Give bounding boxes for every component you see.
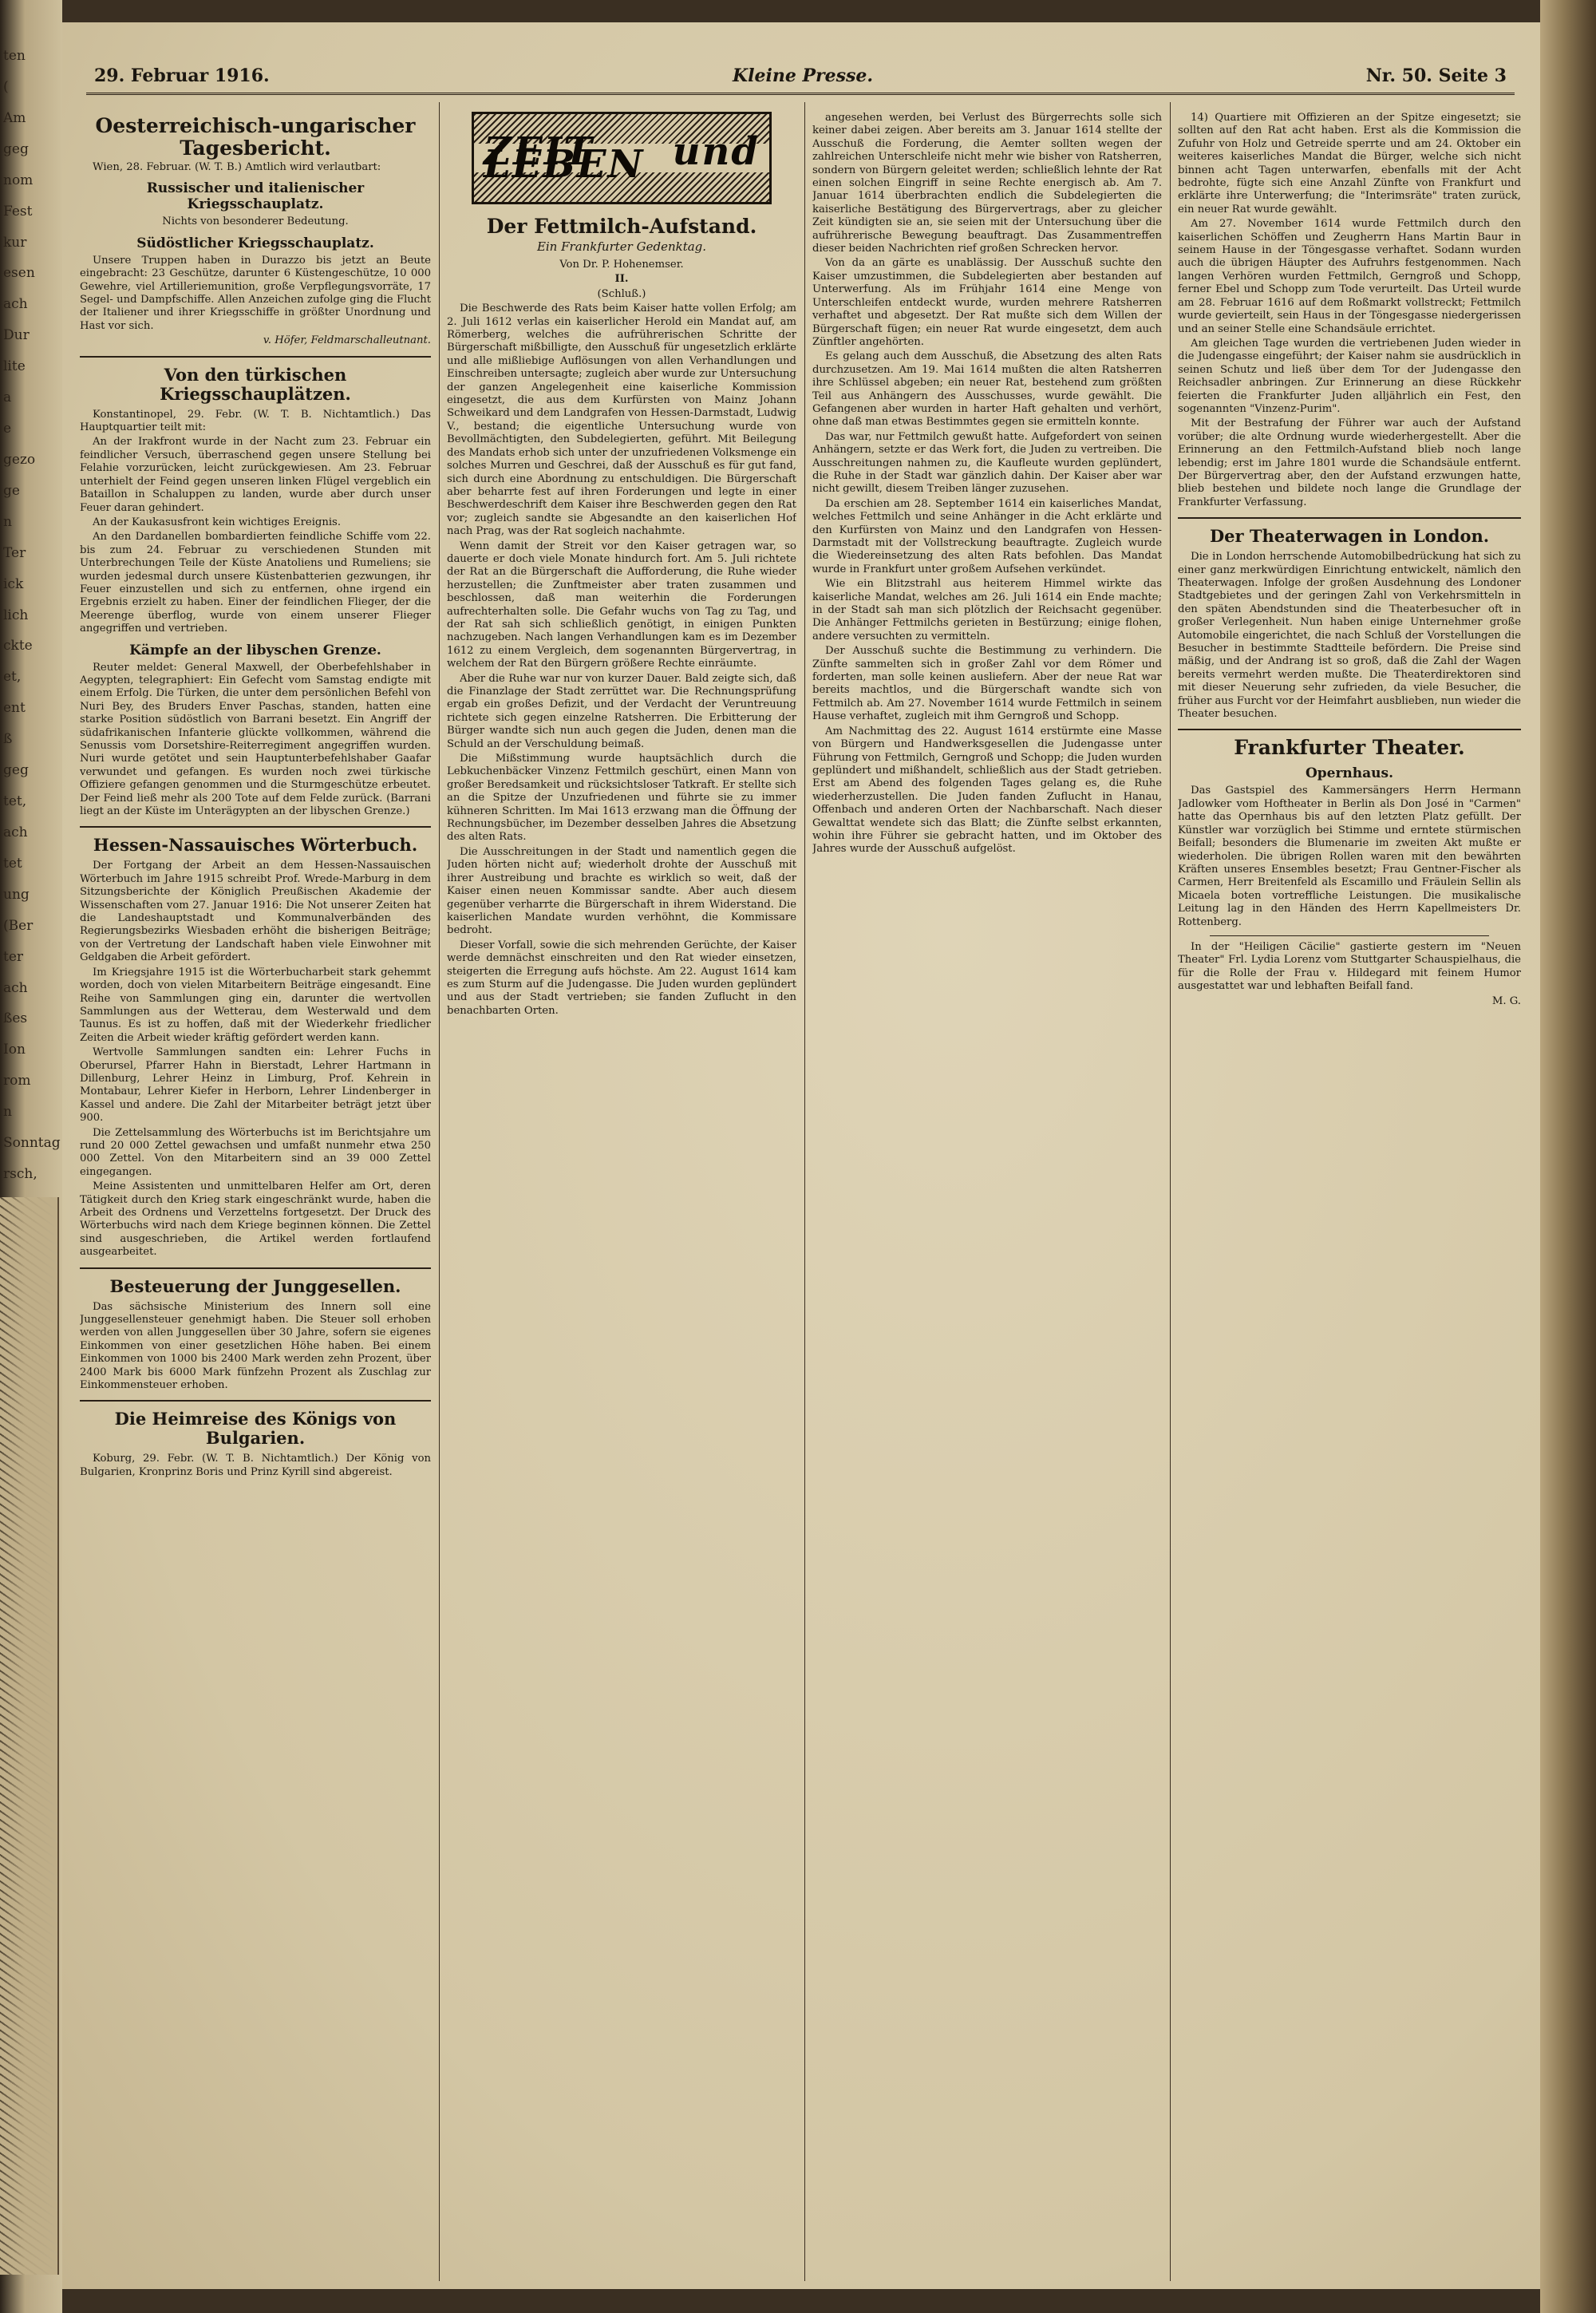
article-text: Der Fortgang der Arbeit an dem Hessen-Nassauischen Wörterbuch im Jahre 1915 schreibt Prof. Wrede-Marburg in dem Sitzungsberichte der Königlich Preußischen Akademie der Wissenschaften vom 27. Januar 1916: Die Not unserer Zeiten hat die Landeshauptstadt und Kommunalverbänden des Regierungsbezirks Wiesbaden erhöht die bisherigen Beiträge; von der Vertretung der Landschaft haben viele Einwohner mit Geldgaben die Arbeit gefördert. — [80, 860, 431, 964]
divider — [80, 826, 431, 828]
article-text: Das Gastspiel des Kammersängers Herrn Hermann Jadlowker vom Hoftheater in Berlin als Don José in "Carmen" hatte das Opernhaus bis auf den letzten Platz gefüllt. Der Künstler war vorzüglich bei Stimme und erntete stürmischen Beifall; besonders die Blumenarie im zweiten Akt mußte er wiederholen. Die übrigen Rollen waren mit den bewährten Kräften unseres Ensembles besetzt; Frau Gentner-Fischer als Carmen, Herr Breitenfeld als Escamillo und Fräulein Sellin als Micaela boten vortreffliche Leistungen. Die musikalische Leitung lag in den Händen des Herrn Kapellmeisters Dr. Rottenberg. — [1178, 785, 1521, 928]
divider — [1178, 517, 1521, 519]
article-text: In der "Heiligen Cäcilie" gastierte gestern im "Neuen Theater" Frl. Lydia Lorenz vom Stuttgarter Schauspielhaus, die für die Rolle der Frau v. Hildegard mit feinem Humor ausgestattet war und lebhaften Beifall fand. — [1178, 940, 1521, 993]
binding-text-fragment: ach — [3, 296, 28, 313]
newspaper-page — [62, 22, 1540, 2289]
heading-bulgarien: Die Heimreise des Königs von Bulgarien. — [114, 1409, 397, 1449]
binding-text-fragment: tet — [3, 855, 22, 872]
binding-text-fragment: tet, — [3, 793, 27, 810]
article-text: An der Kaukasusfront kein wichtiges Ereignis. — [93, 516, 342, 528]
binding-text-fragment: (Ber — [3, 917, 34, 934]
divider — [80, 1267, 431, 1269]
article-text: Unsere Truppen haben in Durazzo bis jetzt an Beute eingebracht: 23 Geschütze, darunter 6 Küstengeschütze, 10 000 Gewehre, viel Artilleriemunition, große Verpflegungsvorräte, 17 Segel- und Dampfschiffe. Allen Anzeichen zufolge ging die Flucht der Italiener und ihrer Kriegsschiffe in größter Unordnung und Hast vor sich. — [80, 254, 431, 332]
article-text: Die Zettelsammlung des Wörterbuchs ist im Berichtsjahre um rund 20 000 Zettel gewachsen und umfaßt nunmehr etwa 250 000 Zettel. Von den Mitarbeitern sind an 39 000 Zettel eingegangen. — [80, 1126, 431, 1178]
article-text: Aber die Ruhe war nur von kurzer Dauer. Bald zeigte sich, daß die Finanzlage der Stadt zerrüttet war. Die Rechnungsprüfung ergab ein großes Defizit, und der Verdacht der Veruntreuung richtete sich gegen einzelne Ratsherren. Die Erbitterung der Bürger wandte sich nun auch gegen die Juden, denen man die Schuld an der Verschuldung beimaß. — [447, 672, 796, 750]
heading-opernhaus: Opernhaus. — [1305, 765, 1394, 782]
author: Von Dr. P. Hohenemser. — [559, 259, 684, 271]
article-text: Konstantinopel, 29. Febr. (W. T. B. Nichtamtlich.) Das Hauptquartier teilt mit: — [80, 408, 431, 434]
binding-text-fragment: Ion — [3, 1042, 26, 1058]
heading-suedoestlicher: Südöstlicher Kriegsschauplatz. — [136, 235, 374, 251]
article-text: Dieser Vorfall, sowie die sich mehrenden Gerüchte, der Kaiser werde demnächst einschreiten und den Rat wieder einsetzen, steigerten die Erregung aufs höchste. Am 22. August 1614 kam es zum Sturm auf die Judengasse. Die Juden wurden geplündert und aus der Stadt vertrieben; sie fanden Zuflucht in den benachbarten Orten. — [447, 939, 796, 1017]
binding-text-fragment: ent — [3, 700, 26, 717]
column-4 — [1178, 112, 1521, 2267]
article-text: angesehen werden, bei Verlust des Bürgerrechts solle sich keiner dabei zeigen. Aber bereits am 3. Januar 1614 stellte der Ausschuß die Forderung, die Aemter sollten wegen der zahlreichen Unterschleife nicht mehr wie bisher von Ratsherren, sondern von Bürgern geleitet werden; schließlich lehnte der Rat einen solchen Eingriff in seine Rechte energisch ab. Am 7. Januar 1614 überbrachten endlich die Subdelegierten die kaiserliche Bestätigung des Bürgervertrags, aber zu gleicher Zeit kündigten sie an, sie seien mit der Untersuchung über die aufrührerische Bewegung beauftragt. Das Zusammentreffen dieser beiden Nachrichten rief großen Schrecken hervor. — [812, 112, 1162, 255]
binding-text-fragment: ter — [3, 948, 24, 965]
article-text: Am 27. November 1614 wurde Fettmilch durch den kaiserlichen Schöffen und Zeugherrn Hans Martin Baur in seinem Hause in der Töngesgasse verhaftet. Sodann wurden auch die übrigen Häupter des Aufruhrs festgenommen. Nach langen Verhören wurden Fettmilch, Gerngroß und Schopp, ferner Ebel und Schopp zum Tode verurteilt. Das Urteil wurde am 28. Februar 1616 auf dem Roßmarkt vollstreckt; Fettmilch wurde gevierteilt, sein Haus in der Töngesgasse niedergerissen und an seiner Stelle eine Schandsäule errichtet. — [1178, 218, 1521, 335]
article-text: Am Nachmittag des 22. August 1614 erstürmte eine Masse von Bürgern und Handwerksgesellen die Judengasse unter Führung von Fettmilch, Gerngroß und Schopp; die Juden wurden geplündert und mißhandelt, schließlich aus der Stadt getrieben. Erst am Abend des folgenden Tages gelang es, die Ruhe wiederherzustellen. Die Juden fanden Zuflucht in Hanau, Offenbach und anderen Orten der Nachbarschaft. Nach dieser Gewalttat wendete sich das Blatt; die Zünfte selbst erkannten, wohin ihre Führer sie gebracht hatten, und im Oktober des Jahres wurde der Ausschuß aufgelöst. — [812, 725, 1162, 856]
binding-text-fragment: geg — [3, 140, 29, 157]
binding-text-fragment: n — [3, 513, 12, 530]
heading-woerterbuch: Hessen-Nassauisches Wörterbuch. — [93, 835, 418, 856]
signature: M. G. — [1491, 994, 1521, 1007]
article-text: Die Ausschreitungen in der Stadt und namentlich gegen die Juden hörten nicht auf; wiederholt drohte der Ausschuß mit ihrer Austreibung und brachte es wirklich so weit, daß der Kaiser einen neuen Kommissar sandte. Aber auch diesem gegenüber verharrte die Bürgerschaft in ihrem Widerstand. Die kaiserlichen Mandate wurden verhöhnt, die Kommissare bedroht. — [447, 845, 796, 937]
article-text: Die in London herrschende Automobilbedrückung hat sich zu einer ganz merkwürdigen Einrichtung entwickelt, nämlich den Theaterwagen. Infolge der großen Ausdehnung des Londoner Stadtgebietes und der geringen Zahl von Verkehrsmitteln in den späten Abendstunden sind die Theaterbesucher oft in großer Verlegenheit. Nun haben einige Unternehmer große Automobile eingerichtet, die nach Schluß der Vorstellungen die Besucher in bestimmte Stadtteile befördern. Die Preise sind mäßig, und der Andrang ist so groß, daß die Zahl der Wagen bereits vermehrt werden mußte. Die Theaterdirektoren sind mit dieser Neuerung sehr zufrieden, da viele Besucher, die früher aus Furcht vor der Heimfahrt ausblieben, nun wieder die Theater besuchen. — [1178, 551, 1521, 721]
article-text: Im Kriegsjahre 1915 ist die Wörterbucharbeit stark gehemmt worden, doch von vielen Mitarbeitern Beiträge eingesandt. Eine Reihe von Sammlungen ging ein, darunter die wertvollen Sammlungen aus der Wetterau, dem Westerwald und dem Taunus. Es ist zu hoffen, daß mit der Wiederkehr friedlicher Zeiten die Arbeit wieder kräftig gefördert werden kann. — [80, 966, 431, 1044]
header-paper-name: Kleine Presse. — [733, 65, 874, 86]
binding-text-fragment: kur — [3, 234, 27, 251]
article-text: Mit der Bestrafung der Führer war auch der Aufstand vorüber; die alte Ordnung wurde wiederhergestellt. Aber die Erinnerung an den Fettmilch-Aufstand blieb noch lange lebendig; erst im Jahre 1801 wurde die Schandsäule entfernt. Der Bürgervertrag aber, den der Aufstand erzwungen hatte, blieb bestehen und bildete noch lange die Grundlage der Frankfurter Verfassung. — [1178, 417, 1521, 508]
divider — [80, 356, 431, 358]
article-text: Am gleichen Tage wurden die vertriebenen Juden wieder in die Judengasse eingeführt; der Kaiser nahm sie ausdrücklich in seinen Schutz und ließ über dem Tor der Judengasse den Reichsadler anbringen. Zur Erinnerung an diese Rückkehr feierten die Frankfurter Juden alljährlich ein Fest, den sogenannten "Vinzenz-Purim". — [1178, 337, 1521, 415]
heading-russischer: Russischer und italienischer Kriegsschauplatz. — [146, 180, 365, 213]
article-text: Nichts von besonderer Bedeutung. — [162, 215, 349, 228]
binding-text-fragment: ten — [3, 48, 26, 64]
binding-text-fragment: ach — [3, 824, 28, 840]
binding-text-fragment: Sonntag — [3, 1135, 61, 1152]
article-text: Von da an gärte es unablässig. Der Ausschuß suchte den Kaiser umzustimmen, die Subdelegierten aber bestanden auf Unterwerfung. Als im Frühjahr 1614 eine Menge von Unterschleifen entdeckt wurde, wurden mehrere Ratsherren verhaftet und abgesetzt. Der Rat mußte sich dem Willen der Bürgerschaft fügen; ein neuer Rat wurde eingesetzt, dem auch Zünftler angehörten. — [812, 257, 1162, 348]
binding-text-fragment: rom — [3, 1073, 31, 1089]
article-text: Wertvolle Sammlungen sandten ein: Lehrer Fuchs in Oberursel, Pfarrer Hahn in Bierstadt, Lehrer Hartmann in Dillenburg, Lehrer Heinz in Limburg, Prof. Kehrein in Montabaur, Lehrer Kiefer in Herborn, Lehrer Lindenberger in Kassel und andere. Die Zahl der Mitarbeiter beträgt jetzt über 900. — [80, 1046, 431, 1125]
article-text: Meine Assistenten und unmittelbaren Helfer am Ort, deren Tätigkeit durch den Krieg stark eingeschränkt wurde, haben die Arbeit des Ordnens und Verzettelns fortgesetzt. Der Druck des Wörterbuchs wird nach dem Kriege beginnen können. Die Zettel sind ausgeschrieben, die Artikel werden fortlaufend ausgearbeitet. — [80, 1180, 431, 1259]
binding-text-fragment: n — [3, 1104, 12, 1121]
heading-libyschen: Kämpfe an der libyschen Grenze. — [129, 642, 381, 658]
heading-tagesbericht: Oesterreichisch-ungarischer Tagesbericht. — [95, 114, 416, 160]
heading-tuerkische: Von den türkischen Kriegsschauplätzen. — [160, 364, 351, 404]
divider — [1210, 935, 1489, 936]
binding-text-fragment: Am — [3, 109, 26, 126]
page-edge-right — [1540, 0, 1596, 2313]
binding-text-fragment: ick — [3, 575, 24, 592]
article-text: Wie ein Blitzstrahl aus heiterem Himmel wirkte das kaiserliche Mandat, welches am 26. Juli 1614 ein Ende machte; in der Stadt sah man sich plötzlich der Reichsacht gegenüber. Die Anhänger Fettmilchs gerieten in Bestürzung; einige flohen, andere versuchten zu vermitteln. — [812, 578, 1162, 642]
binding-text-fragment: Ter — [3, 544, 26, 561]
article-text: Die Beschwerde des Rats beim Kaiser hatte vollen Erfolg; am 2. Juli 1612 verlas ein kaiserlicher Herold ein Mandat auf, am Römerberg, welches die aufrührerischen Schritte der Bürgerschaft mißbilligte, den Ausschuß für ungesetzlich erklärte und alle mißliebige Auflösungen von allen Verhandlungen und Einschreiben untersagte; zugleich aber wurde zur Untersuchung der ganzen Angelegenheit eine kaiserliche Kommission eingesetzt, die aus dem Kurfürsten von Mainz Johann Schweikard und dem Landgrafen von Hessen-Darmstadt, Ludwig V., bestand; die eigentliche Untersuchung wurde von Bevollmächtigten, den Subdelegierten, geführt. Mit Beilegung des Mandats erhob sich unter der unzufriedenen Volksmenge ein solches Murren und Geschrei, daß der Ausschuß es für gut fand, sich durch eine Abordnung zu entschuldigen. Die Bürgerschaft aber beharrte fest auf ihren Forderungen und legte in einer Beschwerdeschrift dem Kaiser ihre Beschwerden gegen den Rat vor; zugleich sandte sie Abgesandte an den kaiserlichen Hof nach Prag, was der Rat sogleich nachahmte. — [447, 302, 796, 538]
part-number: II. — [614, 273, 629, 286]
divider — [1178, 729, 1521, 730]
binding-text-fragment: nom — [3, 172, 34, 188]
article-text: Die Mißstimmung wurde hauptsächlich durch die Lebkuchenbäcker Vinzenz Fettmilch geschürt, einen Mann von großer Beredsamkeit und rücksichtsloser Tatkraft. Er stellte sich an die Spitze der Unzufriedenen und führte sie zu immer kühneren Schritten. Im Mai 1613 erzwang man die Öffnung der Rechnungsbücher, im Dezember desselben Jahres die Absetzung des alten Rats. — [447, 753, 796, 844]
article-text: Da erschien am 28. September 1614 ein kaiserliches Mandat, welches Fettmilch und seine Anhänger in die Acht erklärte und den Kurfürsten von Mainz und den Landgrafen von Hessen-Darmstadt mit der Vollstreckung beauftragte. Zugleich wurde die Wiedereinsetzung des alten Rats befohlen. Das Mandat wurde in Frankfurt unter großem Aufsehen verkündet. — [812, 497, 1162, 575]
binding-text-fragment: geg — [3, 762, 29, 779]
part-note: (Schluß.) — [597, 287, 646, 300]
article-text: Das war, nur Fettmilch gewußt hatte. Aufgefordert von seinen Anhängern, setzte er das Werk fort, die Juden zu vertreiben. Die Ausschreitungen nahmen zu, die Kaufleute wurden geplündert, die Ruhe in der Stadt war gänzlich dahin. Der Kaiser aber war nicht gewillt, diesem Treiben länger zuzusehen. — [812, 430, 1162, 496]
zeit-und-leben-logo — [472, 112, 772, 204]
article-text: An der Irakfront wurde in der Nacht zum 23. Februar ein feindlicher Versuch, überraschend gegen unsere Stellung bei Felahie vorzurücken, leicht zurückgewiesen. Am 23. Februar unterhielt der Feind gegen unseren linken Flügel vergeblich ein Bataillon in Schaluppen zu landen, wurde aber durch unser Feuer daran gehindert. — [80, 436, 431, 514]
map-fragment — [0, 1197, 59, 2275]
binding-text-fragment: Fest — [3, 203, 33, 219]
heading-junggesellen: Besteuerung der Junggesellen. — [109, 1275, 401, 1296]
binding-text-fragment: gezo — [3, 451, 36, 468]
article-text: 14) Quartiere mit Offizieren an der Spitze eingesetzt; sie sollten auf den Rat acht haben. Erst als die Kommission die Zufuhr von Holz und Getreide sperrte und am 24. Oktober ein weiteres kaiserliches Mandat die Bürger, welche sich nicht binnen acht Tagen unterwarfen, ebenfalls mit der Acht bedrohte, fügte sich eine Anzahl Zünfte von Frankfurt und erklärte ihre Unterwerfung; die "Interimsräte" traten zurück, ein neuer Rat wurde gewählt. — [1178, 112, 1521, 215]
column-rule — [1170, 102, 1171, 2281]
binding-text-fragment: ge — [3, 482, 20, 499]
heading-frankfurter-theater: Frankfurter Theater. — [1234, 736, 1465, 760]
binding-text-fragment: esen — [3, 265, 35, 282]
article-text: An den Dardanellen bombardierten feindliche Schiffe vom 22. bis zum 24. Februar zu verschiedenen Stunden mit Unterbrechungen Teile der Küste Anatoliens und Rumeliens; sie wurden jedesmal durch unsere Küstenbatterien gezwungen, ihr Feuer einzustellen und sich zu entfernen, ohne irgend ein Ergebnis erzielt zu haben. Einer der feindlichen Flieger, der die Meerenge überflog, wurde von einem unserer Flieger angegriffen und vertrieben. — [80, 531, 431, 635]
binding-text-fragment: e — [3, 421, 12, 437]
binding-text-fragment: ung — [3, 886, 30, 903]
header-page-number: Nr. 50. Seite 3 — [1365, 65, 1507, 86]
article-text: Das sächsische Ministerium des Innern soll eine Junggesellensteuer genehmigt haben. Die Steuer soll erhoben werden von allen Junggesellen über 30 Jahre, sofern sie eigenes Einkommen von einer gesetzlichen Höhe haben. Bei einem Einkommen von 1000 bis 2400 Mark werden zehn Prozent, über 2400 Mark bis 6000 Mark fünfzehn Prozent als Zuschlag zur Einkommensteuer erhoben. — [80, 1300, 431, 1392]
binding-text-fragment: ß — [3, 731, 13, 748]
article-text: Wien, 28. Februar. (W. T. B.) Amtlich wird verlautbart: — [93, 161, 381, 173]
article-text: Koburg, 29. Febr. (W. T. B. Nichtamtlich.) Der König von Bulgarien, Kronprinz Boris und Prinz Kyrill sind abgereist. — [80, 1453, 431, 1478]
binding-text-fragment: a — [3, 389, 12, 406]
divider — [80, 1400, 431, 1402]
article-text: Wenn damit der Streit vor den Kaiser getragen war, so dauerte er doch viele Monate hindurch fort. Am 5. Juli richtete der Rat an die Bürgerschaft die Aufforderung, die Ruhe wieder herzustellen; die Zunftmeister aber traten zusammen und beschlossen, daß man weiterhin die Forderungen aufrechterhalten solle. Die Gefahr wuchs von Tag zu Tag, und der Rat sah sich schließlich genötigt, in einigen Punkten nachzugeben. Nach langen Verhandlungen kam es im Dezember 1612 zu einem Vergleich, dem sogenannten Bürgervertrag, in welchem der Rat den Bürgern größere Rechte einräumte. — [447, 540, 796, 670]
binding-text-fragment: lich — [3, 607, 29, 623]
article-text: Der Ausschuß suchte die Bestimmung zu verhindern. Die Zünfte sammelten sich in großer Zahl vor dem Römer und forderten, man solle keinen ausliefern. Aber der neue Rat war bereits machtlos, und die Bürgerschaft wandte sich von Fettmilch ab. Am 27. November 1614 wurde Fettmilch in seinem Hause verhaftet, zugleich mit ihm Gerngroß und Schopp. — [812, 645, 1162, 723]
page-header — [86, 61, 1515, 95]
column-rule — [439, 102, 440, 2281]
article-text: Es gelang auch dem Ausschuß, die Absetzung des alten Rats durchzusetzen. Am 19. Mai 1614 mußten die alten Ratsherren ihre Schlüssel abgeben; ein neuer Rat, bestehend zum größten Teil aus Anhängern des Ausschusses, wurde gewählt. Die Gefangenen aber wurden in harter Haft gehalten und verhört, ohne daß man etwas Bestimmtes gegen sie ermitteln konnte. — [812, 350, 1162, 429]
binding-text-fragment: ( — [3, 78, 9, 95]
binding-text-fragment: rsch, — [3, 1166, 38, 1183]
binding-text-fragment: ach — [3, 979, 28, 996]
column-3 — [812, 112, 1162, 2267]
binding-text-fragment: Dur — [3, 327, 30, 344]
binding-text-fragment: ßes — [3, 1010, 28, 1027]
column-2 — [447, 112, 796, 2267]
logo-text: ZEIT und LEBEN — [474, 144, 769, 173]
heading-fettmilch: Der Fettmilch-Aufstand. — [486, 215, 757, 238]
binding-text-fragment: lite — [3, 358, 26, 375]
column-rule — [804, 102, 805, 2281]
subheading: Ein Frankfurter Gedenktag. — [536, 239, 707, 254]
article-text: Reuter meldet: General Maxwell, der Oberbefehlshaber in Aegypten, telegraphiert: Ein Gefecht vom Samstag endigte mit einem Erfolg. Die Türken, die unter dem persönlichen Befehl von Nuri Bey, des Bruders Enver Paschas, standen, hatten eine starke Position südöstlich von Barrani besetzt. Ein Angriff der südafrikanischen Infanterie glückte vollkommen, während die Senussis vom Dorsetshire-Reiterregiment angegriffen wurden. Nuri wurde getötet und sein Hauptunterbefehlshaber Gaafar verwundet und gefangen. Es wurden noch zwei türkische Offiziere gefangen genommen und die Sturmgeschütze erbeutet. Der Feind ließ mehr als 200 Tote auf dem Felde zurück. (Barrani liegt an der Küste im Unterägypten an der libyschen Grenze.) — [80, 661, 431, 818]
header-date: 29. Februar 1916. — [94, 65, 270, 86]
column-1 — [80, 112, 431, 2267]
binding-text-fragment: ckte — [3, 638, 33, 654]
heading-theaterwagen: Der Theaterwagen in London. — [1209, 526, 1490, 547]
binding-gutter-left — [0, 0, 62, 2313]
binding-text-fragment: et, — [3, 669, 22, 686]
signature: v. Höfer, Feldmarschalleutnant. — [263, 334, 431, 347]
